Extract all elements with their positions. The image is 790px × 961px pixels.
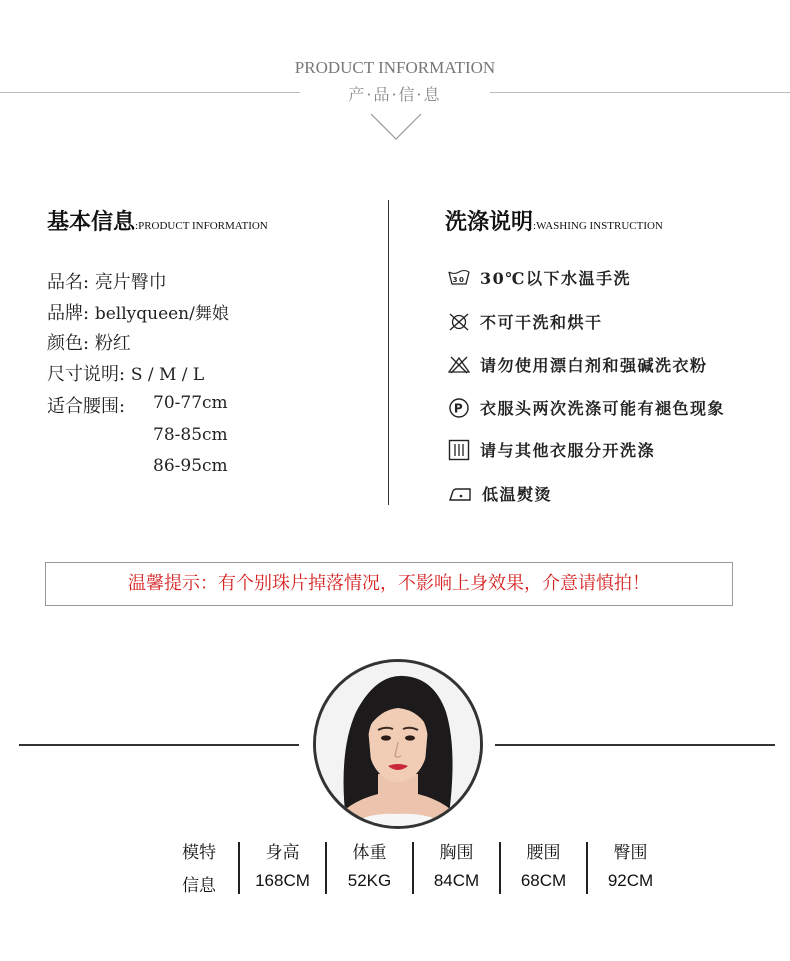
product-name-row: 品名: 亮片臀巾 (47, 272, 167, 293)
model-stats (160, 838, 673, 896)
waist-value-2: 78-85cm (153, 425, 228, 445)
notice-banner: 温馨提示：有个别珠片掉落情况，不影响上身效果，介意请慎拍！ (45, 562, 733, 606)
header-title: PRODUCT INFORMATION (294, 58, 496, 77)
stat-height: 身高 168CM (255, 843, 310, 890)
column-divider (388, 200, 389, 505)
stat-weight: 体重 52KG (347, 843, 392, 890)
wash-item-1: 30 30℃以下水温手洗 (448, 266, 631, 289)
dry-clean-p-icon (448, 397, 470, 419)
avatar (313, 659, 483, 829)
wash-item-3: 请勿使用漂白剂和强碱洗衣粉 (448, 353, 708, 376)
color-row: 颜色: 粉红 (47, 333, 131, 354)
wash-separately-icon (448, 439, 470, 461)
no-bleach-icon (448, 356, 470, 374)
basic-info-title: 基本信息:PRODUCT INFORMATION (47, 209, 268, 235)
wash-item-4: P 衣服头两次洗涤可能有褪色现象 (448, 396, 725, 419)
wash-item-2: 不可干洗和烘干 (448, 310, 603, 333)
header-subtitle: 产·品·信·息 (0, 82, 790, 105)
wash-item-6: 低温熨烫 (448, 482, 552, 505)
brand-row: 品牌: bellyqueen/舞娘 (47, 303, 229, 324)
model-line-left (19, 744, 299, 746)
stat-waist: 腰围 68CM (520, 843, 567, 890)
wash-item-5: 请与其他衣服分开洗涤 (448, 438, 655, 461)
wash-30-icon (448, 269, 470, 287)
model-label: 模特 信息 (182, 843, 216, 896)
no-dry-clean-icon (448, 313, 470, 331)
waist-row: 适合腰围: (47, 396, 126, 417)
model-line-right (495, 744, 775, 746)
stat-bust: 胸围 84CM (433, 843, 480, 890)
waist-value-3: 86-95cm (153, 456, 228, 476)
waist-value-1: 70-77cm (153, 393, 228, 413)
size-row: 尺寸说明: S / M / L (47, 364, 205, 385)
svg-text:30: 30 (452, 275, 466, 284)
iron-low-icon (448, 485, 472, 503)
svg-text:P: P (453, 401, 465, 415)
washing-title: 洗涤说明:WASHING INSTRUCTION (445, 209, 663, 235)
stat-hip: 臀围 92CM (607, 843, 654, 890)
chevron-down-icon (370, 112, 422, 142)
